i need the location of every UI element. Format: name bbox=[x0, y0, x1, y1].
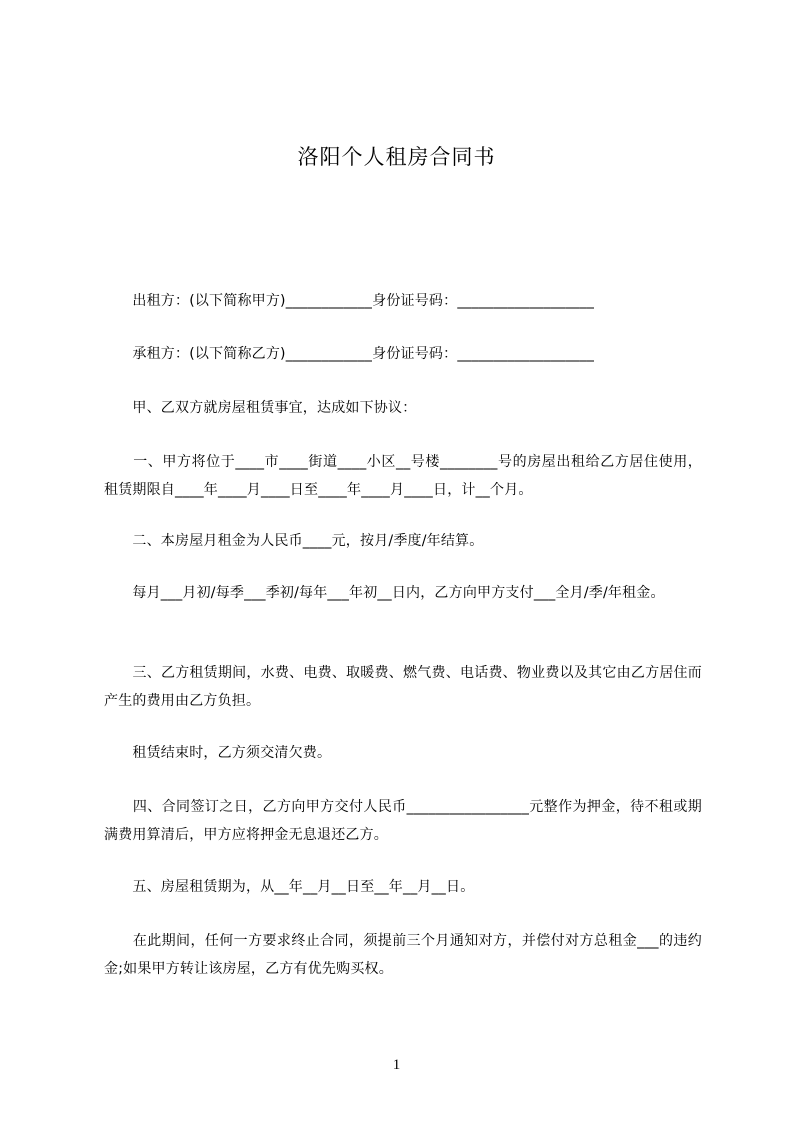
paragraph-clause-5: 五、房屋租赁期为，从__年__月__日至__年__月__日。 bbox=[104, 879, 475, 895]
paragraph-settlement: 租赁结束时，乙方须交清欠费。 bbox=[104, 745, 332, 761]
document-title: 洛阳个人租房合同书 bbox=[297, 145, 496, 169]
paragraph-payment-schedule: 每月___月初/每季___季初/每年___年初__日内，乙方向甲方支付___全月/季/年租金。 bbox=[104, 585, 665, 601]
paragraph-clause-3: 三、乙方租赁期间，水费、电费、取暖费、燃气费、电话费、物业费以及其它由乙方居住而产生的费用由乙方负担。 bbox=[104, 665, 702, 709]
paragraph-lessor: 出租方：(以下简称甲方)____________身份证号码：___________________ bbox=[104, 293, 595, 309]
paragraph-clause-4: 四、合同签订之日，乙方向甲方交付人民币_________________元整作为押金，待不租或期满费用算清后，甲方应将押金无息退还乙方。 bbox=[104, 799, 702, 843]
page-number: 1 bbox=[392, 1057, 401, 1073]
paragraph-clause-1: 一、甲方将位于____市____街道____小区__号楼________号的房屋出租给乙方居住使用，租赁期限自____年____月____日至____年____月____日，计__个月。 bbox=[104, 454, 702, 498]
paragraph-agreement-intro: 甲、乙双方就房屋租赁事宜，达成如下协议： bbox=[104, 400, 417, 416]
paragraph-clause-2: 二、本房屋月租金为人民币____元，按月/季度/年结算。 bbox=[104, 533, 484, 549]
paragraph-lessee: 承租方：(以下简称乙方)____________身份证号码：___________________ bbox=[104, 346, 595, 362]
paragraph-termination: 在此期间，任何一方要求终止合同，须提前三个月通知对方，并偿付对方总租金___的违约金;如果甲方转让该房屋，乙方有优先购买权。 bbox=[104, 933, 702, 977]
